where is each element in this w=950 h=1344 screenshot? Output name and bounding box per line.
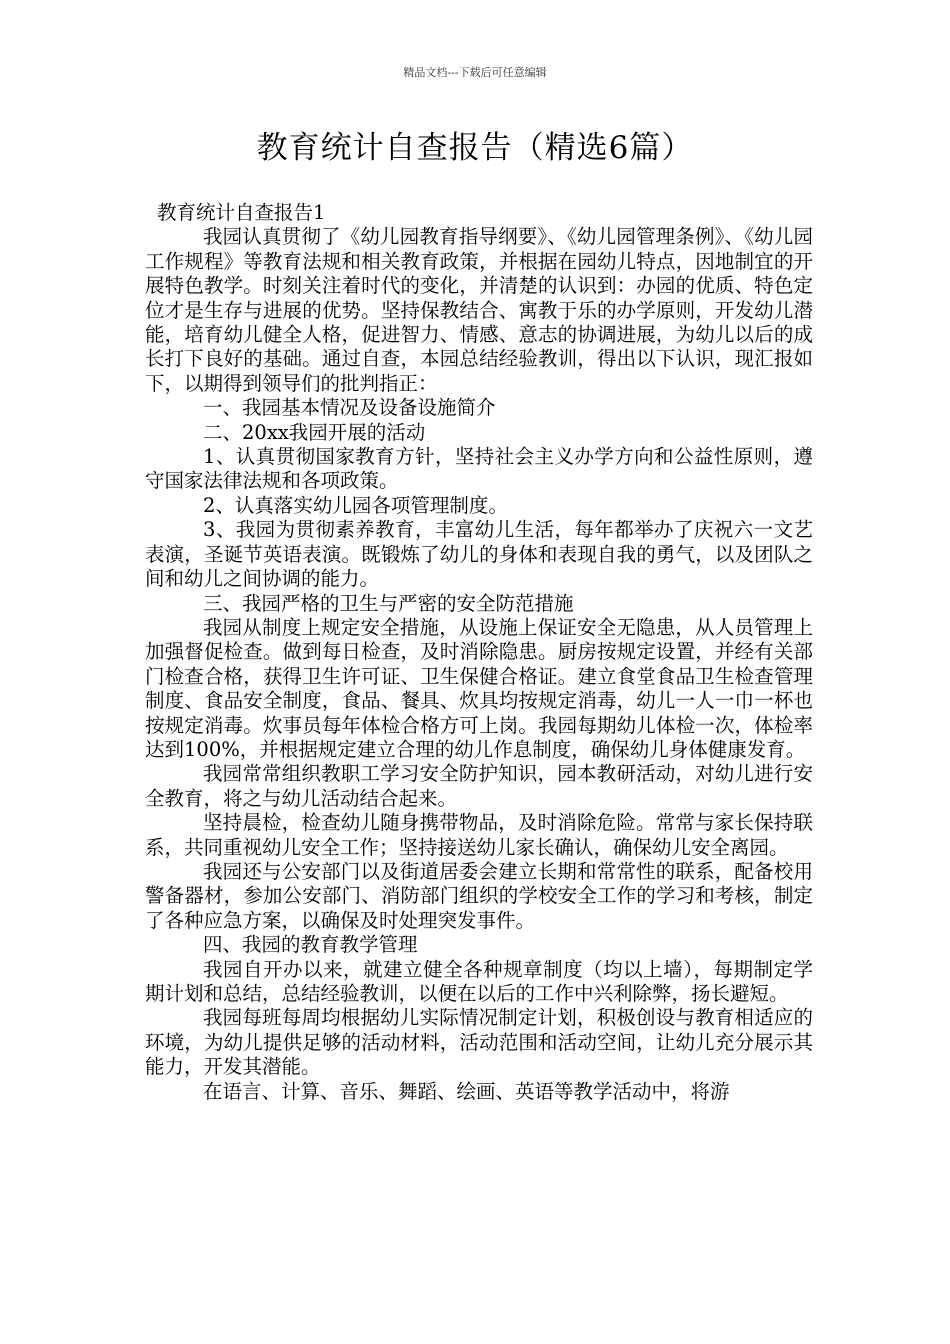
heading-basic-info: 一、我园基本情况及设备设施简介 [203,396,496,420]
paragraph-police-liaison: 我园还与公安部门以及街道居委会建立长期和常常性的联系，配备校用警备器材，参加公安部门、消防部门组织的学校安全工作的学习和考核，制定了各种应急方案，以确保及时处理突发事件。 [145,859,813,932]
heading-safety: 三、我园严格的卫生与严密的安全防范措施 [203,591,574,615]
paragraph-safety-measures: 我园从制度上规定安全措施，从设施上保证安全无隐患，从人员管理上加强督促检查。做到每日检查，及时消除隐患。厨房按规定设置，并经有关部门检查合格，获得卫生许可证、卫生保健合格证。建立食堂食品卫生检查管理制度、食品安全制度，食品、餐具、炊具均按规定消毒，幼儿一人一巾一杯也按规定消毒。炊事员每年体检合格方可上岗。我园每期幼儿体检一次，体检率达到100%，并根据规定建立合理的幼儿作息制度，确保幼儿身体健康发育。 [145,615,813,761]
heading-activities: 二、20xx我园开展的活动 [203,420,426,444]
list-item-3: 3、我园为贯彻素养教育，丰富幼儿生活，每年都举办了庆祝六一文艺表演，圣诞节英语表演。既锻炼了幼儿的身体和表现自我的勇气，以及团队之间和幼儿之间协调的能力。 [145,518,813,591]
list-item-1: 1、认真贯彻国家教育方针，坚持社会主义办学方向和公益性原则，遵守国家法律法规和各项政策。 [145,445,813,493]
page-header-note: 精品文档---下载后可任意编辑 [403,66,547,79]
section-title: 教育统计自查报告1 [157,201,326,224]
list-item-2: 2、认真落实幼儿园各项管理制度。 [203,493,508,517]
paragraph-intro: 我园认真贯彻了《幼儿园教育指导纲要》、《幼儿园管理条例》、《幼儿园工作规程》等教育法规和相关教育政策，并根据在园幼儿特点，因地制宜的开展特色教学。时刻关注着时代的变化，并清楚的认识到：办园的优质、特色定位才是生存与进展的优势。坚持保教结合、寓教于乐的办学原则，开发幼儿潜能，培育幼儿健全人格，促进智力、情感、意志的协调进展，为幼儿以后的成长打下良好的基础。通过自查，本园总结经验教训，得出以下认识，现汇报如下，以期得到领导们的批判指正： [145,225,813,395]
paragraph-safety-training: 我园常常组织教职工学习安全防护知识，园本教研活动，对幼儿进行安全教育，将之与幼儿活动结合起来。 [145,762,813,810]
document-title: 教育统计自查报告（精选6篇） [256,130,694,166]
paragraph-rules: 我园自开办以来，就建立健全各种规章制度（均以上墙），每期制定学期计划和总结，总结经验教训，以便在以后的工作中兴利除弊，扬长避短。 [145,957,813,1005]
document-body [145,201,813,1104]
paragraph-morning-check: 坚持晨检，检查幼儿随身携带物品，及时消除危险。常常与家长保持联系，共同重视幼儿安全工作；坚持接送幼儿家长确认，确保幼儿安全离园。 [145,811,813,859]
paragraph-weekly-plan: 我园每班每周均根据幼儿实际情况制定计划，积极创设与教育相适应的环境，为幼儿提供足够的活动材料，活动范围和活动空间，让幼儿充分展示其能力，开发其潜能。 [145,1006,813,1079]
heading-teaching-management: 四、我园的教育教学管理 [203,933,418,957]
paragraph-teaching-activities: 在语言、计算、音乐、舞蹈、绘画、英语等教学活动中，将游 [203,1079,730,1103]
